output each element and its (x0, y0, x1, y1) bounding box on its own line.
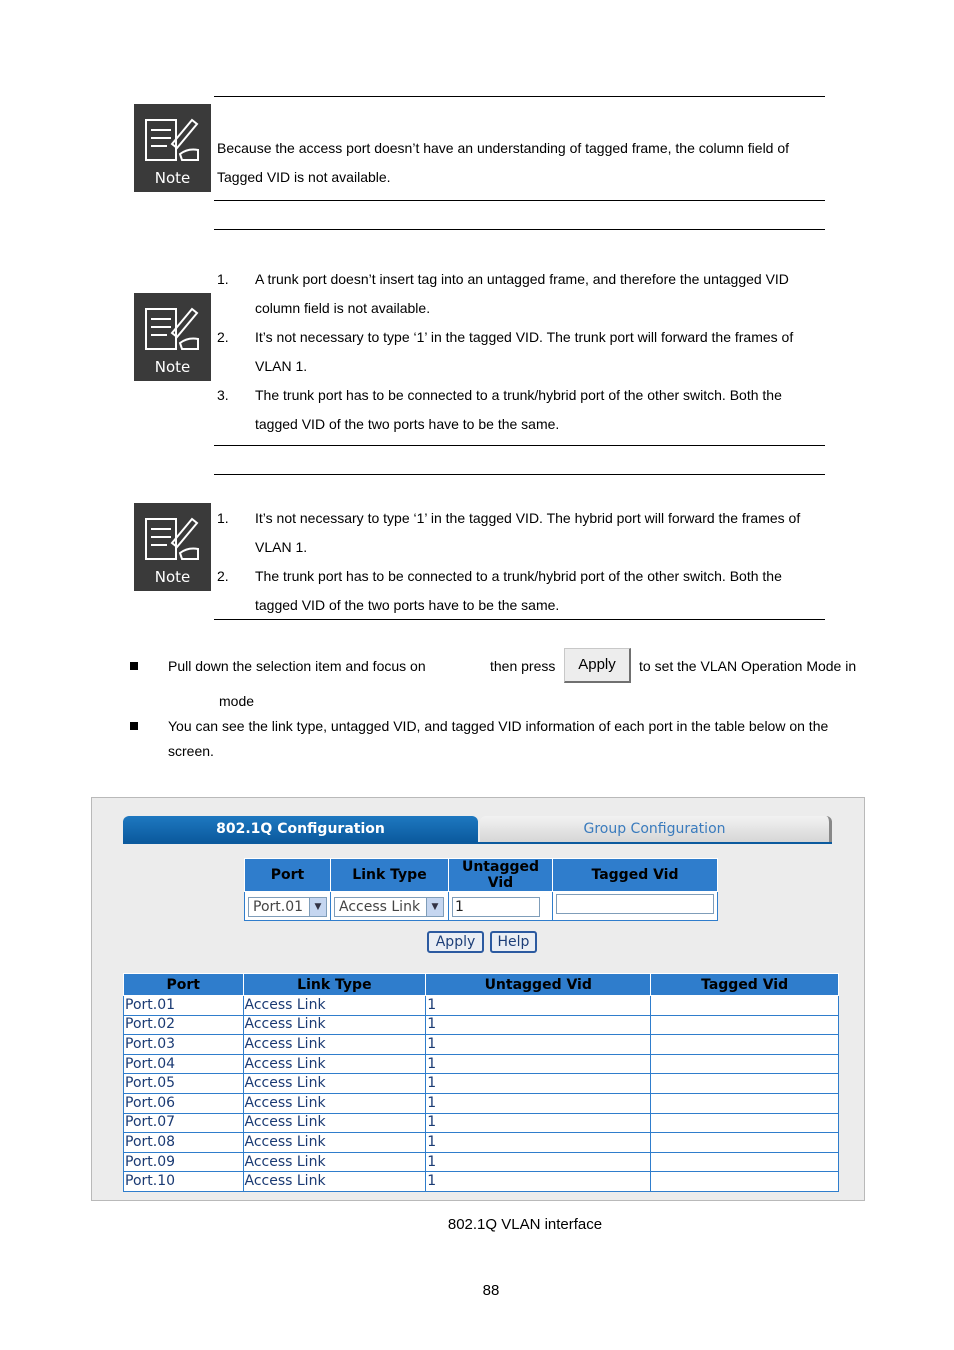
tagged-vid-cell (651, 1113, 839, 1133)
port-cell: Port.10 (124, 1172, 244, 1192)
note3-bottom-rule (214, 619, 825, 620)
list-item-line: tagged VID of the two ports have to be the same. (255, 416, 560, 432)
vlan-form-table (244, 858, 718, 921)
vlan-config-screenshot (91, 797, 865, 1201)
port-cell: Port.04 (124, 1054, 244, 1074)
link-type-cell: Access Link (243, 1093, 426, 1113)
note1-bottom-rule (214, 200, 825, 201)
vlan-port-table (123, 973, 839, 1192)
list-item-line: The trunk port has to be connected to a trunk/hybrid port of the other switch. Both the (255, 568, 782, 584)
table-header-tagged-vid: Tagged Vid (651, 974, 839, 996)
link-type-select-value: Access Link (339, 898, 421, 915)
table-header-link-type: Link Type (243, 974, 426, 996)
note2-top-rule (214, 229, 825, 230)
tab-8021q-configuration[interactable]: 802.1Q Configuration (123, 816, 478, 842)
untagged-vid-cell: 1 (426, 1015, 651, 1035)
list-number: 3. (217, 387, 229, 403)
form-tagged-cell (553, 892, 718, 921)
list-item-line: tagged VID of the two ports have to be the same. (255, 597, 560, 613)
note-label: Note (154, 169, 191, 187)
table-header-untagged-vid: Untagged Vid (426, 974, 651, 996)
link-type-cell: Access Link (243, 996, 426, 1016)
form-header-untagged-vid: Untagged Vid (449, 859, 553, 892)
table-row (124, 1093, 839, 1113)
form-link-type-cell (331, 892, 449, 921)
bullet1-text-c: to set the VLAN Operation Mode in (639, 658, 857, 674)
untagged-vid-cell: 1 (426, 1035, 651, 1055)
tagged-vid-cell (651, 1015, 839, 1035)
tagged-vid-cell (651, 1093, 839, 1113)
tagged-vid-input[interactable] (556, 894, 714, 914)
tagged-vid-cell (651, 1133, 839, 1153)
bullet2-text-a: You can see the link type, untagged VID, and tagged VID information of each port in the table below on the (168, 718, 829, 734)
port-cell: Port.01 (124, 996, 244, 1016)
link-type-cell: Access Link (243, 1074, 426, 1094)
list-item-line: It’s not necessary to type ‘1’ in the tagged VID. The hybrid port will forward the frames of (255, 510, 801, 526)
port-cell: Port.05 (124, 1074, 244, 1094)
table-row (124, 1152, 839, 1172)
note-icon (134, 503, 211, 591)
link-type-cell: Access Link (243, 1054, 426, 1074)
tagged-vid-cell (651, 1054, 839, 1074)
table-row (124, 1074, 839, 1094)
note-label: Note (154, 568, 191, 586)
chevron-down-icon: ▼ (426, 898, 443, 916)
table-header-port: Port (124, 974, 244, 996)
link-type-cell: Access Link (243, 1015, 426, 1035)
note2-bottom-rule (214, 445, 825, 446)
form-untagged-cell (449, 892, 553, 921)
note-icon (134, 293, 211, 381)
list-item-line: VLAN 1. (255, 358, 308, 374)
link-type-cell: Access Link (243, 1113, 426, 1133)
table-row (124, 1015, 839, 1035)
form-port-cell (245, 892, 331, 921)
note1-body: Because the access port doesn’t have an understanding of tagged frame, the column field of Tagged VID is not available. (217, 140, 790, 185)
bullet1-text-a: Pull down the selection item and focus on (168, 658, 426, 674)
link-type-select[interactable] (334, 897, 444, 917)
untagged-vid-input[interactable]: 1 (452, 897, 540, 917)
list-number: 2. (217, 329, 229, 345)
link-type-cell: Access Link (243, 1133, 426, 1153)
list-item-line: The trunk port has to be connected to a trunk/hybrid port of the other switch. Both the (255, 387, 782, 403)
list-number: 1. (217, 510, 229, 526)
list-number: 2. (217, 568, 229, 584)
chevron-down-icon: ▼ (309, 898, 326, 916)
port-select[interactable] (248, 897, 327, 917)
list-number: 1. (217, 271, 229, 287)
table-row (124, 1035, 839, 1055)
form-header-port: Port (245, 859, 331, 892)
list-item-line: It’s not necessary to type ‘1’ in the tagged VID. The trunk port will forward the frames of (255, 329, 794, 345)
link-type-cell: Access Link (243, 1035, 426, 1055)
apply-button-sample[interactable]: Apply (564, 648, 631, 683)
port-cell: Port.09 (124, 1152, 244, 1172)
tagged-vid-cell (651, 1035, 839, 1055)
note-label: Note (154, 358, 191, 376)
port-cell: Port.08 (124, 1133, 244, 1153)
list-item-line: VLAN 1. (255, 539, 308, 555)
link-type-cell: Access Link (243, 1172, 426, 1192)
form-header-tagged-vid: Tagged Vid (553, 859, 718, 892)
page-number: 88 (482, 1282, 500, 1299)
untagged-vid-cell: 1 (426, 1074, 651, 1094)
untagged-vid-cell: 1 (426, 1093, 651, 1113)
port-select-value: Port.01 (253, 898, 304, 915)
form-header-link-type: Link Type (331, 859, 449, 892)
bullet-marker (130, 722, 138, 730)
table-row (124, 1113, 839, 1133)
tagged-vid-cell (651, 996, 839, 1016)
bullet1-text-b: then press (490, 658, 556, 674)
tagged-vid-cell (651, 1074, 839, 1094)
bullet-marker (130, 662, 138, 670)
note3-top-rule (214, 474, 825, 475)
port-cell: Port.07 (124, 1113, 244, 1133)
untagged-vid-cell: 1 (426, 1113, 651, 1133)
note-icon (134, 104, 211, 192)
port-cell: Port.03 (124, 1035, 244, 1055)
untagged-vid-cell: 1 (426, 1152, 651, 1172)
help-button[interactable]: Help (490, 931, 537, 953)
list-item-line: A trunk port doesn’t insert tag into an untagged frame, and therefore the untagged VID (255, 271, 789, 287)
list-item-line: column field is not available. (255, 300, 431, 316)
table-row (124, 1172, 839, 1192)
port-cell: Port.06 (124, 1093, 244, 1113)
note1-top-rule (214, 96, 825, 97)
tab-underline (123, 842, 832, 844)
untagged-vid-cell: 1 (426, 996, 651, 1016)
untagged-vid-cell: 1 (426, 1054, 651, 1074)
untagged-vid-cell: 1 (426, 1172, 651, 1192)
table-row (124, 996, 839, 1016)
table-row (124, 1133, 839, 1153)
tagged-vid-cell (651, 1172, 839, 1192)
tab-group-configuration[interactable]: Group Configuration (480, 816, 832, 842)
tagged-vid-cell (651, 1152, 839, 1172)
apply-button[interactable]: Apply (427, 931, 484, 953)
note1-text (217, 134, 817, 192)
port-cell: Port.02 (124, 1015, 244, 1035)
link-type-cell: Access Link (243, 1152, 426, 1172)
table-row (124, 1054, 839, 1074)
bullet2-text-b: screen. (168, 743, 214, 759)
figure-caption: 802.1Q VLAN interface (447, 1216, 603, 1233)
untagged-vid-cell: 1 (426, 1133, 651, 1153)
bullet1-text-d: mode (219, 693, 255, 709)
